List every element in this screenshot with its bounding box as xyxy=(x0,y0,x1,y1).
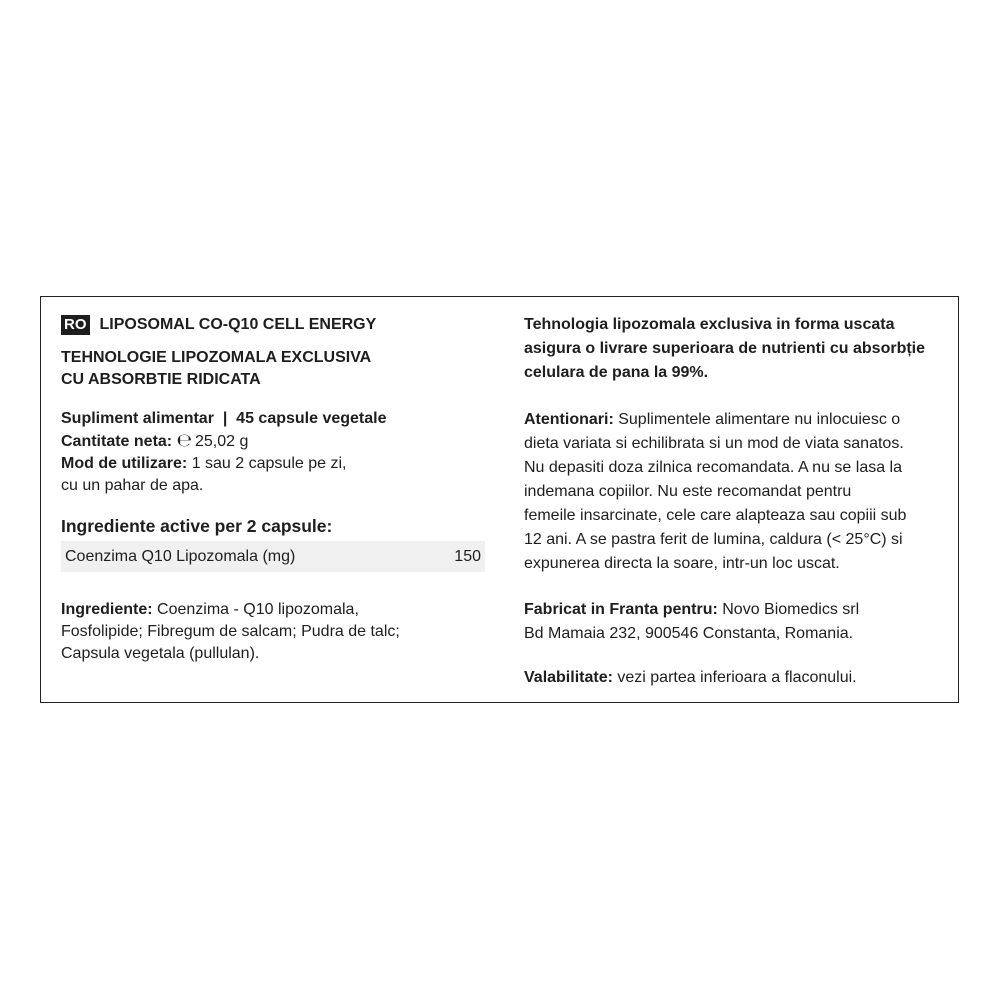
warnings-text-7: expunerea directa la soare, intr-un loc uscat. xyxy=(524,555,840,572)
active-ingredient-amount: 150 xyxy=(454,547,481,565)
language-badge: RO xyxy=(61,315,90,335)
net-quantity-label: Cantitate neta: xyxy=(61,433,173,450)
warnings-label: Atentionari: xyxy=(524,411,614,428)
manufacturer xyxy=(524,598,954,622)
warnings-text-3: Nu depasiti doza zilnica recomandata. A nu se lasa la xyxy=(524,459,903,476)
ingredients-text-3: Capsula vegetala (pullulan). xyxy=(61,645,260,662)
manufacturer-label: Fabricat in Franta pentru: xyxy=(524,601,718,618)
subtitle-line-2: CU ABSORBTIE RIDICATA xyxy=(61,371,261,388)
active-ingredients-table-row xyxy=(61,541,485,572)
subtitle-line-1: TEHNOLOGIE LIPOZOMALA EXCLUSIVA xyxy=(61,349,372,366)
warnings-text-6: 12 ani. A se pastra ferit de lumina, caldura (< 25°C) si xyxy=(524,531,903,548)
active-ingredients-heading: Ingrediente active per 2 capsule: xyxy=(61,516,333,536)
warnings-text-4: indemana copiilor. Nu este recomandat pentru xyxy=(524,483,852,500)
net-quantity xyxy=(61,430,485,453)
manufacturer-name: Novo Biomedics srl xyxy=(722,601,860,618)
usage-text: 1 sau 2 capsule pe zi, xyxy=(191,455,347,472)
product-title: LIPOSOMAL CO-Q10 CELL ENERGY xyxy=(99,316,377,333)
warnings-text-5: femeile insarcinate, cele care alapteaza sau copiii sub xyxy=(524,507,907,524)
technology-line-2: asigura o livrare superioara de nutrienti cu absorbție xyxy=(524,340,926,357)
usage-text-2: cu un pahar de apa. xyxy=(61,477,204,494)
product-label xyxy=(40,296,959,703)
supplement-info: Supliment alimentar | 45 capsule vegetale xyxy=(61,410,387,427)
ingredients-label: Ingrediente: xyxy=(61,601,153,618)
ingredients-text-2: Fosfolipide; Fibregum de salcam; Pudra de talc; xyxy=(61,623,400,640)
validity-label: Valabilitate: xyxy=(524,669,613,686)
usage-label: Mod de utilizare: xyxy=(61,455,188,472)
warnings xyxy=(524,408,954,432)
label-left-column xyxy=(61,313,485,665)
active-ingredient-name: Coenzima Q10 Lipozomala (mg) xyxy=(65,547,296,565)
ingredients-text-1: Coenzima - Q10 lipozomala, xyxy=(157,601,359,618)
label-right-column xyxy=(524,313,954,690)
ingredients xyxy=(61,599,485,621)
usage xyxy=(61,453,485,475)
net-quantity-value: 25,02 g xyxy=(194,433,249,450)
warnings-text-2: dieta variata si echilibrata si un mod de viata sanatos. xyxy=(524,435,904,452)
validity xyxy=(524,666,954,690)
validity-text: vezi partea inferioara a flaconului. xyxy=(617,669,857,686)
technology-line-1: Tehnologia lipozomala exclusiva in forma uscata xyxy=(524,316,895,333)
estimated-sign-icon: ℮ xyxy=(176,430,192,451)
warnings-text-1: Suplimentele alimentare nu inlocuiesc o xyxy=(618,411,901,428)
manufacturer-address: Bd Mamaia 232, 900546 Constanta, Romania. xyxy=(524,625,854,642)
technology-line-3: celulara de pana la 99%. xyxy=(524,364,709,381)
product-title-row xyxy=(61,313,485,337)
